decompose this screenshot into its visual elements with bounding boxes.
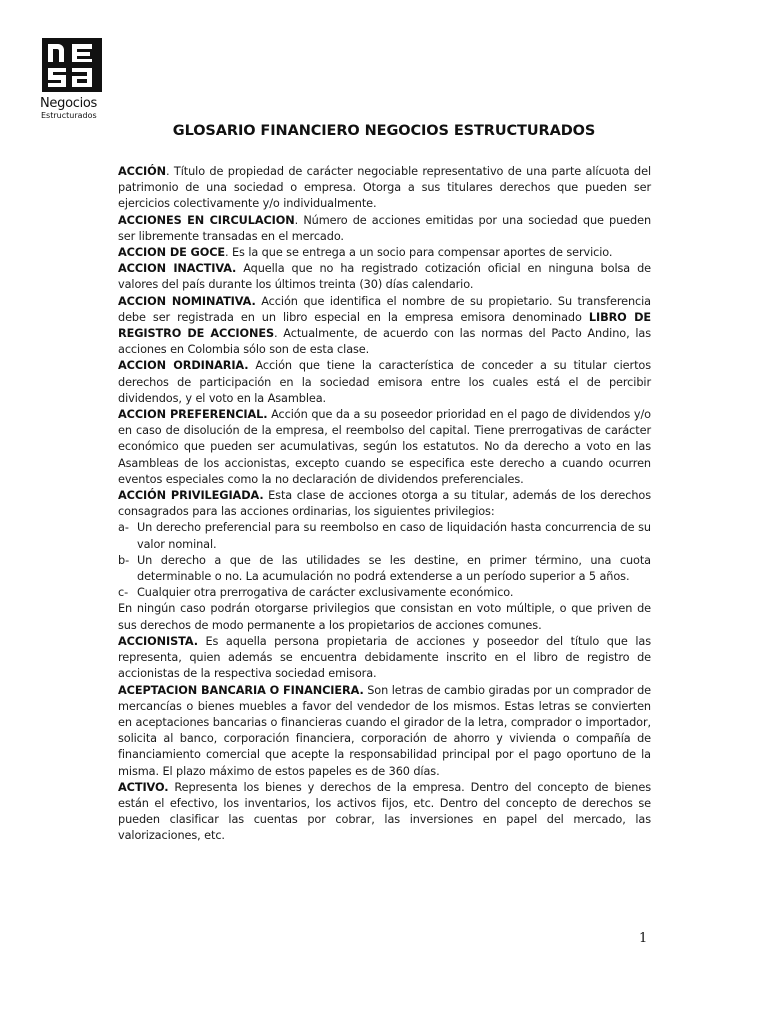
glossary-entry	[118, 294, 651, 359]
entry-term: ACCION INACTIVA.	[118, 262, 237, 276]
entry-term: ACCION DE GOCE	[118, 246, 226, 260]
entry-term: ACTIVO.	[118, 780, 169, 794]
privileges-note: En ningún caso podrán otorgarse privilegios que consistan en voto múltiple, o que priven de sus derechos de modo permanente a los propietarios de acciones comunes.	[118, 602, 651, 632]
entry-inline-term: LIBRO DE REGISTRO DE ACCIONES	[118, 310, 651, 341]
glossary-body	[118, 164, 651, 845]
entry-definition-continued: . Actualmente, de acuerdo con las normas del Pacto Andino, las acciones en Colombia sólo son de esta clase.	[118, 327, 651, 357]
entry-definition: Acción que identifica el nombre de su propietario. Su transferencia debe ser registrada en un libro especial en la empresa emisora denominado	[118, 294, 651, 324]
nesa-logo-mark-icon	[42, 38, 102, 92]
entry-definition: Representa los bienes y derechos de la empresa. Dentro del concepto de bienes están el efectivo, los inventarios, los activos fijos, etc. Dentro del concepto de derechos se pueden clasificar las cuentas por cobrar, las inversiones en papel del mercado, las valorizaciones, etc.	[118, 780, 651, 843]
glossary-entry	[118, 358, 651, 407]
entry-definition: Aquella que no ha registrado cotización oficial en ninguna bolsa de valores del país durante los últimos treinta (30) días calendario.	[118, 262, 651, 292]
privilege-text: Cualquier otra prerrogativa de carácter exclusivamente económico.	[137, 586, 514, 600]
entry-definition: Es la que se entrega a un socio para compensar aportes de servicio.	[232, 246, 613, 260]
company-logo	[38, 38, 116, 122]
entry-definition: Esta clase de acciones otorga a su titular, además de los derechos consagrados para las acciones ordinarias, los siguientes privilegios:	[118, 489, 651, 519]
glossary-entry: ACCIÓN. Título de propiedad de carácter negociable representativo de una parte alícuota del patrimonio de una sociedad o empresa. Otorga a sus titulares derechos que pueden ser ejercicios colectivamente y/o individualmente.	[118, 165, 651, 211]
glossary-entry: ACCIONES EN CIRCULACION. Número de acciones emitidas por una sociedad que pueden ser libremente transadas en el mercado.	[118, 213, 652, 243]
page-number: 1	[639, 931, 648, 946]
glossary-entry	[118, 488, 651, 520]
logo-name: Negocios	[40, 96, 98, 111]
privilege-text: Un derecho a que de las utilidades se les destine, en primer término, una cuota determinable o no. La acumulación no podrá extenderse a un período superior a 5 años.	[137, 553, 651, 584]
entry-term: ACCIÓN PRIVILEGIADA.	[118, 489, 264, 503]
privilege-item	[118, 585, 651, 601]
glossary-entry	[118, 407, 651, 488]
privilege-item	[118, 553, 651, 585]
document-title: GLOSARIO FINANCIERO NEGOCIOS ESTRUCTURADOS	[172, 123, 596, 139]
entry-definition: Acción que da a su poseedor prioridad en el pago de dividendos y/o en caso de disolución de la empresa, el reembolso del capital. Tiene prerrogativas de carácter económico que pueden ser acumulativas, según los estatutos. No da derecho a voto en las Asambleas de los accionistas, excepto cuando se especifica este derecho a cuando ocurren eventos especiales como la no declaración de dividendos preferenciales.	[118, 408, 651, 486]
entry-definition: Acción que tiene la característica de conceder a su titular ciertos derechos de participación en la sociedad emisora entre los cuales está el de percibir dividendos, y el voto en la Asamblea.	[118, 359, 652, 405]
glossary-entry: ACCION DE GOCE. Es la que se entrega a un socio para compensar aportes de servicio.	[118, 246, 613, 260]
entry-term: ACCIÓN	[118, 165, 166, 178]
entry-term: ACCION PREFERENCIAL.	[118, 408, 268, 422]
entry-term: ACCION ORDINARIA.	[118, 359, 249, 373]
privilege-item	[118, 520, 651, 552]
glossary-entry	[118, 261, 651, 293]
entry-term: ACCIONES EN CIRCULACION	[118, 213, 295, 227]
entry-definition: Son letras de cambio giradas por un comprador de mercancías o bienes muebles a favor del vendedor de los mismos. Estas letras se convierten en aceptaciones bancarias o financieras cuando el girador de la letra, comprador o importador, solicita al banco, corporación financiera, corporación de ahorro y vivienda o compañía de financiamiento comercial que acepte la responsabilidad principal por el pago oportuno de la misma. El plazo máximo de estos papeles es de 360 días.	[118, 683, 651, 778]
logo-subtitle: Estructurados	[41, 111, 97, 120]
entry-term: ACCION NOMINATIVA.	[118, 294, 256, 308]
glossary-entry	[118, 634, 651, 683]
privilege-text: Un derecho preferencial para su reembolso en caso de liquidación hasta concurrencia de su valor nominal.	[137, 521, 651, 551]
list-marker: a-	[118, 521, 129, 535]
list-marker: b-	[118, 553, 130, 567]
list-marker: c-	[118, 586, 129, 600]
entry-definition: Es aquella persona propietaria de acciones y poseedor del título que las representa, quien además se encuentra debidamente inscrito en el libro de registro de accionistas de la respectiva sociedad emisora.	[118, 634, 651, 681]
entry-definition: Número de acciones emitidas por una sociedad que pueden ser libremente transadas en el mercado.	[118, 213, 652, 243]
glossary-entry	[118, 683, 651, 780]
entry-term: ACEPTACION BANCARIA O FINANCIERA.	[118, 683, 364, 697]
glossary-entry	[118, 780, 651, 845]
entry-term: ACCIONISTA.	[118, 634, 198, 648]
entry-definition: Título de propiedad de carácter negociable representativo de una parte alícuota del patrimonio de una sociedad o empresa. Otorga a sus titulares derechos que pueden ser ejercicios colectivamente y/o individualmente.	[118, 165, 651, 211]
